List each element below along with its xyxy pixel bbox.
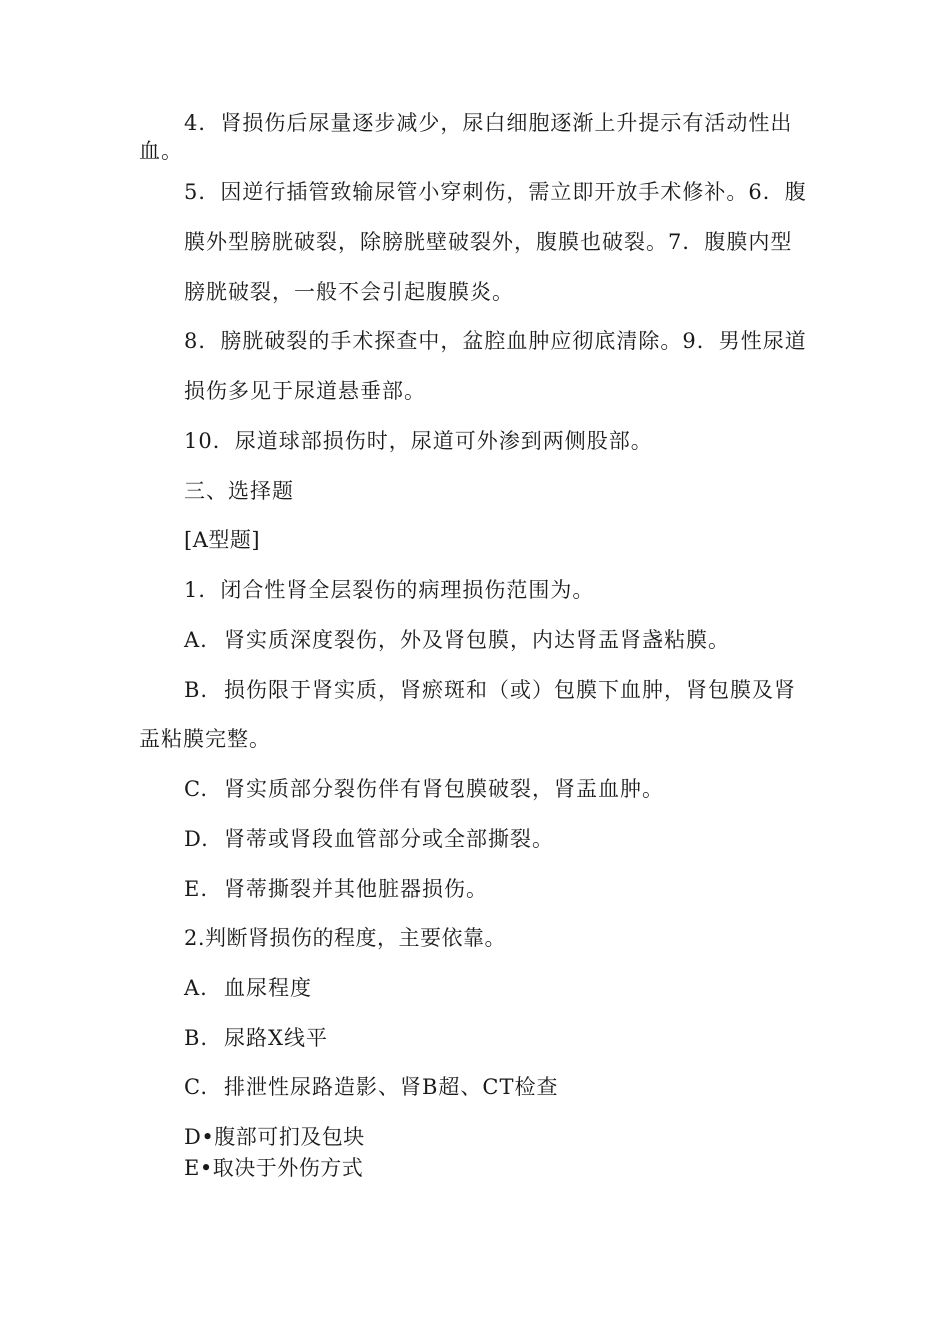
mc1-option-a — [184, 626, 730, 654]
mc2-option-a-label: A. — [184, 976, 208, 1000]
mc1-option-b-line-1 — [184, 676, 796, 704]
mc1-stem: 1．闭合性肾全层裂伤的病理损伤范围为。 — [184, 578, 595, 602]
mc2-option-c-text: 排泄性尿路造影、肾B超、CT检查 — [224, 1075, 559, 1099]
tf-question-5-line-1: 5．因逆行插管致输尿管小穿刺伤，需立即开放手术修补。6．腹 — [184, 180, 807, 204]
section-title: 三、选择题 — [184, 479, 294, 503]
mc1-option-e — [184, 875, 488, 903]
mc1-option-b-text: 损伤限于肾实质，肾瘀斑和（或）包膜下血肿，肾包膜及肾 — [224, 678, 796, 702]
mc2-option-b-text: 尿路X线平 — [224, 1026, 328, 1050]
mc2-option-a-text: 血尿程度 — [224, 976, 312, 1000]
mc2-option-e: E•取决于外伤方式 — [184, 1156, 364, 1180]
mc1-option-d — [184, 825, 554, 853]
mc1-option-a-text: 肾实质深度裂伤，外及肾包膜，内达肾盂肾盏粘膜。 — [224, 628, 730, 652]
tf-question-10: 10．尿道球部损伤时，尿道可外渗到两侧股部。 — [184, 429, 653, 453]
mc2-stem: 2.判断肾损伤的程度，主要依靠。 — [184, 926, 507, 950]
mc1-option-d-text: 肾蒂或肾段血管部分或全部撕裂。 — [224, 827, 554, 851]
mc2-option-d: D•腹部可扪及包块 — [184, 1125, 365, 1149]
mc2-option-b — [184, 1024, 328, 1052]
tf-question-7-line: 膀胱破裂，一般不会引起腹膜炎。 — [184, 280, 514, 304]
mc1-option-a-label: A. — [184, 628, 208, 652]
mc1-option-c — [184, 775, 664, 803]
section-subtitle: [A型题] — [184, 528, 261, 552]
mc1-option-e-text: 肾蒂撕裂并其他脏器损伤。 — [224, 877, 488, 901]
mc1-option-b-line-2: 盂粘膜完整。 — [139, 727, 271, 751]
mc1-option-c-text: 肾实质部分裂伤伴有肾包膜破裂，肾盂血肿。 — [224, 777, 664, 801]
mc1-option-d-label: D. — [184, 827, 209, 851]
mc2-option-c — [184, 1073, 559, 1101]
tf-question-6-line: 膜外型膀胱破裂，除膀胱壁破裂外，腹膜也破裂。7．腹膜内型 — [184, 230, 793, 254]
tf-question-8-line-1: 8．膀胱破裂的手术探查中，盆腔血肿应彻底清除。9．男性尿道 — [184, 329, 807, 353]
mc2-option-c-label: C. — [184, 1075, 208, 1099]
mc2-option-b-label: B. — [184, 1026, 209, 1050]
tf-question-4-line-1: 4．肾损伤后尿量逐步减少，尿白细胞逐渐上升提示有活动性出 — [184, 111, 793, 135]
mc1-option-b-label: B. — [184, 678, 209, 702]
mc2-option-a — [184, 974, 312, 1002]
tf-question-9-line: 损伤多见于尿道悬垂部。 — [184, 379, 426, 403]
mc1-option-e-label: E. — [184, 877, 209, 901]
tf-question-4-line-2: 血。 — [139, 139, 183, 163]
mc1-option-c-label: C. — [184, 777, 208, 801]
